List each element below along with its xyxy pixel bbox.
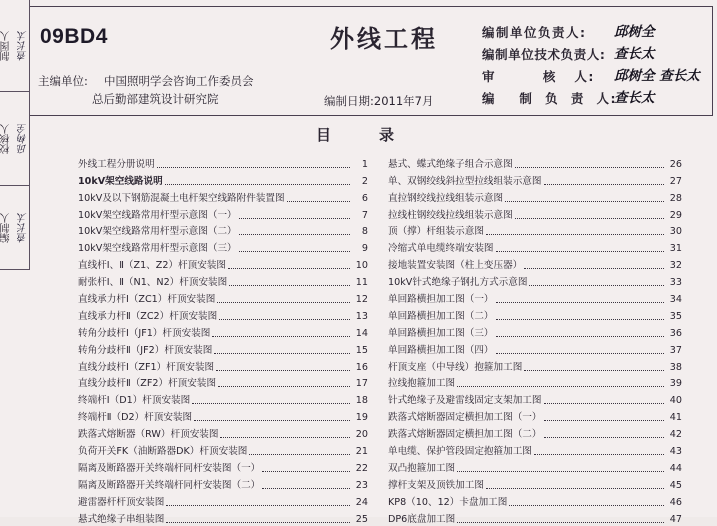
role-label-tech-head: 编制单位技术负责人: [482, 47, 606, 62]
toc-entry-title: 10kV架空线路常用杆型示意图（一） [78, 209, 237, 221]
toc-dot-leader [486, 488, 664, 489]
toc-entry-page: 20 [355, 429, 368, 441]
toc-dot-leader [457, 386, 664, 387]
toc-entry-title: 跌落式熔断器固定横担加工图（二） [388, 429, 542, 441]
toc-entry [388, 407, 682, 424]
toc-entry-title: 顶（撑）杆组装示意图 [388, 226, 484, 238]
toc-entry-title: 针式绝缘子及避雷线固定支架加工图 [388, 395, 542, 407]
signature-unit-head: 邱树全 [614, 24, 655, 40]
toc-entry-page: 36 [669, 327, 682, 339]
side-signature-checker: 邱树全 [18, 123, 29, 154]
toc-entry-page: 44 [669, 462, 682, 474]
toc-entry-page: 1 [361, 158, 368, 170]
toc-entry-title: 10kV架空线路说明 [78, 175, 163, 187]
toc-entry [388, 357, 682, 374]
toc-entry-page: 31 [669, 243, 682, 255]
toc-entry [78, 458, 368, 475]
toc-entry-title: DP6底盘加工图 [388, 513, 456, 525]
toc-entry-page: 14 [355, 327, 368, 339]
toc-entry-page: 9 [361, 243, 368, 255]
toc-dot-leader [534, 454, 664, 455]
toc-entry-page: 22 [355, 462, 368, 474]
toc-entry-title: 转角分歧杆Ⅰ（JF1）杆顶安装图 [78, 327, 211, 339]
toc-entry [78, 492, 368, 509]
toc-entry-page: 23 [355, 479, 368, 491]
toc-entry [388, 492, 682, 509]
toc-entry [388, 323, 682, 340]
toc-dot-leader [457, 522, 664, 523]
role-label-compile-head: 编 制 负 责 人: [482, 91, 618, 106]
toc-entry-page: 41 [669, 412, 682, 424]
toc-entry [78, 238, 368, 255]
toc-entry-page: 43 [669, 446, 682, 458]
toc-entry-page: 24 [355, 496, 368, 508]
toc-dot-leader [287, 201, 350, 202]
toc-dot-leader [229, 285, 350, 286]
toc-entry-page: 13 [355, 310, 368, 322]
toc-entry-page: 21 [355, 446, 368, 458]
toc-entry-title: 直线杆Ⅰ、Ⅱ（Z1、Z2）杆顶安装图 [78, 260, 227, 272]
toc-dot-leader [544, 403, 665, 404]
toc-entry-title: 外线工程分册说明 [78, 158, 155, 170]
toc-entry [388, 390, 682, 407]
toc-entry-title: 单电缆、保护管段固定抱箍加工图 [388, 446, 532, 458]
toc-entry [78, 188, 368, 205]
toc-entry [388, 238, 682, 255]
toc-entry-page: 42 [669, 429, 682, 441]
toc-dot-leader [496, 251, 664, 252]
toc-entry-title: 负荷开关FK（油断路器DK）杆顶安装图 [78, 446, 248, 458]
toc-entry-title: 冷缩式单电缆终端安装图 [388, 243, 494, 255]
toc-entry-title: 撑杆支架及顶铁加工图 [388, 479, 484, 491]
toc-dot-leader [262, 471, 350, 472]
toc-entry-title: 10kV及以下钢筋混凝土电杆架空线路附件装置图 [78, 192, 285, 204]
toc-entry-title: 跌落式熔断器固定横担加工图（一） [388, 412, 542, 424]
title-block [30, 6, 713, 116]
toc-entry-title: 双凸抱箍加工图 [388, 462, 456, 474]
toc-entry-page: 30 [669, 226, 682, 238]
toc-entry-page: 26 [669, 158, 682, 170]
toc-entry [78, 323, 368, 340]
toc-entry [78, 424, 368, 441]
toc-entry-title: 单回路横担加工图（四） [388, 344, 494, 356]
toc-dot-leader [515, 167, 664, 168]
toc-entry-title: 悬式绝缘子串组装图 [78, 513, 165, 525]
toc-entry [78, 205, 368, 222]
toc-column-right [388, 154, 682, 526]
toc-entry-title: KP8（10、12）卡盘加工图 [388, 496, 508, 508]
toc-dot-leader [192, 403, 350, 404]
toc-entry-title: 10kV针式绝缘子钢扎方式示意图 [388, 277, 528, 289]
toc-dot-leader [262, 488, 350, 489]
toc-entry-title: 直线分歧杆Ⅰ（ZF1）杆顶安装图 [78, 361, 215, 373]
signature-tech-head: 查长太 [614, 46, 655, 62]
toc-entry-title: 隔离及断路器开关终端杆同杆安装图（一） [78, 462, 261, 474]
toc-entry-title: 接地装置安装图（柱上变压器） [388, 260, 523, 272]
toc-entry-title: 悬式、蝶式绝缘子组合示意图 [388, 158, 513, 170]
side-label-checker: 校核人 [1, 123, 12, 154]
toc-entry-title: 单回路横担加工图（二） [388, 310, 494, 322]
side-cell-checker [0, 92, 30, 186]
toc-dot-leader [486, 234, 664, 235]
toc-entry [388, 306, 682, 323]
toc-entry-page: 15 [355, 344, 368, 356]
toc-entry [388, 374, 682, 391]
toc-entry-page: 38 [669, 361, 682, 373]
toc-dot-leader [544, 184, 665, 185]
toc-dot-leader [544, 437, 665, 438]
toc-dot-leader [217, 302, 350, 303]
toc-entry-title: 耐张杆Ⅰ、Ⅱ（N1、N2）杆顶安装图 [78, 277, 228, 289]
toc-entry [388, 154, 682, 171]
toc-entry-page: 16 [355, 361, 368, 373]
toc-entry-title: 直线分歧杆Ⅱ（ZF2）杆顶安装图 [78, 378, 217, 390]
toc-dot-leader [496, 302, 664, 303]
toc-entry-page: 33 [669, 277, 682, 289]
toc-entry [78, 171, 368, 188]
toc-entry-title: 终端杆Ⅱ（D2）杆顶安装图 [78, 412, 193, 424]
toc-dot-leader [218, 386, 350, 387]
toc-entry [78, 154, 368, 171]
toc-entry-title: 直线承力杆Ⅰ（ZC1）杆顶安装图 [78, 294, 216, 306]
toc-dot-leader [239, 234, 350, 235]
toc-entry-title: 单、双钢绞线斜拉型拉线组装示意图 [388, 175, 542, 187]
toc-entry-page: 32 [669, 260, 682, 272]
side-signature-draftsman: 查长太 [18, 30, 29, 61]
toc-entry-title: 直拉钢绞线拉线组装示意图 [388, 192, 504, 204]
toc-entry-title: 终端杆Ⅰ（D1）杆顶安装图 [78, 395, 191, 407]
toc-dot-leader [219, 319, 350, 320]
toc-dot-leader [524, 370, 664, 371]
toc-dot-leader [166, 522, 350, 523]
toc-entry [78, 289, 368, 306]
toc-dot-leader [166, 505, 350, 506]
toc-entry [388, 509, 682, 526]
toc-entry-page: 8 [361, 226, 368, 238]
toc-entry [78, 357, 368, 374]
toc-entry-page: 40 [669, 395, 682, 407]
toc-dot-leader [496, 353, 664, 354]
toc-entry-page: 27 [669, 175, 682, 187]
toc-title: 目录 [316, 126, 443, 144]
toc-entry [78, 407, 368, 424]
toc-dot-leader [228, 268, 350, 269]
toc-entry-title: 10kV架空线路常用杆型示意图（二） [78, 226, 237, 238]
toc-entry [78, 272, 368, 289]
toc-entry-title: 10kV架空线路常用杆型示意图（三） [78, 243, 237, 255]
side-cell-compiler [0, 186, 30, 270]
toc-entry [78, 509, 368, 526]
toc-dot-leader [214, 353, 350, 354]
toc-dot-leader [505, 201, 664, 202]
toc-entry-page: 34 [669, 294, 682, 306]
toc-entry [388, 272, 682, 289]
toc-entry [78, 222, 368, 239]
toc-column-left [78, 154, 368, 526]
toc-entry-title: 拉线柱钢绞线拉线组装示意图 [388, 209, 513, 221]
toc-entry [388, 255, 682, 272]
toc-entry [388, 424, 682, 441]
toc-dot-leader [496, 336, 664, 337]
toc-dot-leader [194, 420, 350, 421]
toc-entry-title: 拉线抱箍加工图 [388, 378, 456, 390]
toc-entry-page: 28 [669, 192, 682, 204]
toc-entry-page: 10 [355, 260, 368, 272]
toc-entry [388, 289, 682, 306]
toc-entry-page: 37 [669, 344, 682, 356]
signature-reviewer: 邱树全 查长太 [614, 68, 700, 84]
toc-entry-page: 35 [669, 310, 682, 322]
toc-entry-page: 6 [361, 192, 368, 204]
side-signature-compiler: 查长太 [18, 212, 29, 243]
toc-dot-leader [212, 336, 350, 337]
toc-dot-leader [529, 285, 664, 286]
toc-entry [388, 340, 682, 357]
toc-entry-page: 29 [669, 209, 682, 221]
toc-dot-leader [239, 218, 350, 219]
role-label-unit-head: 编制单位负责人: [482, 25, 587, 40]
toc-dot-leader [515, 218, 664, 219]
toc-dot-leader [457, 471, 664, 472]
toc-entry-title: 避雷器杆杆顶安装图 [78, 496, 165, 508]
toc-entry-page: 46 [669, 496, 682, 508]
toc-entry [78, 340, 368, 357]
page-title: 外线工程 [330, 25, 438, 53]
compile-date: 编制日期:2011年7月 [324, 94, 434, 108]
toc-dot-leader [544, 420, 665, 421]
role-label-reviewer: 审 核 人: [482, 69, 595, 84]
side-cell-draftsman [0, 0, 30, 92]
toc-dot-leader [509, 505, 664, 506]
toc-entry-title: 隔离及断路器开关终端杆同杆安装图（二） [78, 479, 261, 491]
toc-entry-page: 11 [355, 277, 368, 289]
toc-entry [388, 441, 682, 458]
toc-entry [78, 475, 368, 492]
toc-entry [78, 441, 368, 458]
atlas-code: 09BD4 [40, 25, 108, 48]
toc-entry-page: 18 [355, 395, 368, 407]
side-label-draftsman: 制图人 [1, 30, 12, 61]
toc-entry [78, 374, 368, 391]
toc-entry-page: 7 [361, 209, 368, 221]
toc-entry-page: 17 [355, 378, 368, 390]
toc-dot-leader [216, 370, 350, 371]
toc-dot-leader [157, 167, 350, 168]
toc-entry-page: 47 [669, 513, 682, 525]
toc-entry [388, 171, 682, 188]
toc-entry-title: 单回路横担加工图（一） [388, 294, 494, 306]
toc-entry [388, 188, 682, 205]
toc-dot-leader [220, 437, 350, 438]
toc-dot-leader [249, 454, 350, 455]
toc-entry [78, 390, 368, 407]
toc-entry [388, 205, 682, 222]
toc-entry-title: 杆顶支座（中导线）抱箍加工图 [388, 361, 523, 373]
toc-entry [78, 255, 368, 272]
toc-entry-title: 直线承力杆Ⅱ（ZC2）杆顶安装图 [78, 310, 218, 322]
toc-entry-page: 45 [669, 479, 682, 491]
toc-dot-leader [165, 184, 350, 185]
toc-dot-leader [524, 268, 664, 269]
toc-dot-leader [496, 319, 664, 320]
org-line-2: 总后勤部建筑设计研究院 [92, 92, 219, 106]
toc-entry-title: 单回路横担加工图（三） [388, 327, 494, 339]
toc-entry [388, 475, 682, 492]
side-label-compiler: 编制人 [1, 212, 12, 243]
toc-entry-page: 39 [669, 378, 682, 390]
toc-entry-title: 转角分歧杆Ⅱ（JF2）杆顶安装图 [78, 344, 213, 356]
signature-compile-head: 查长太 [614, 90, 655, 106]
toc-entry-page: 12 [355, 294, 368, 306]
toc-entry [78, 306, 368, 323]
toc-entry-page: 19 [355, 412, 368, 424]
toc-entry-page: 25 [355, 513, 368, 525]
side-signature-strip [0, 0, 30, 270]
toc-entry [388, 458, 682, 475]
toc-entry-title: 跌落式熔断器（RW）杆顶安装图 [78, 429, 219, 441]
org-label: 主编单位: [38, 74, 88, 88]
toc-dot-leader [239, 251, 350, 252]
toc-entry-page: 2 [361, 175, 368, 187]
toc-entry [388, 222, 682, 239]
org-line-1: 中国照明学会咨询工作委员会 [104, 74, 254, 88]
